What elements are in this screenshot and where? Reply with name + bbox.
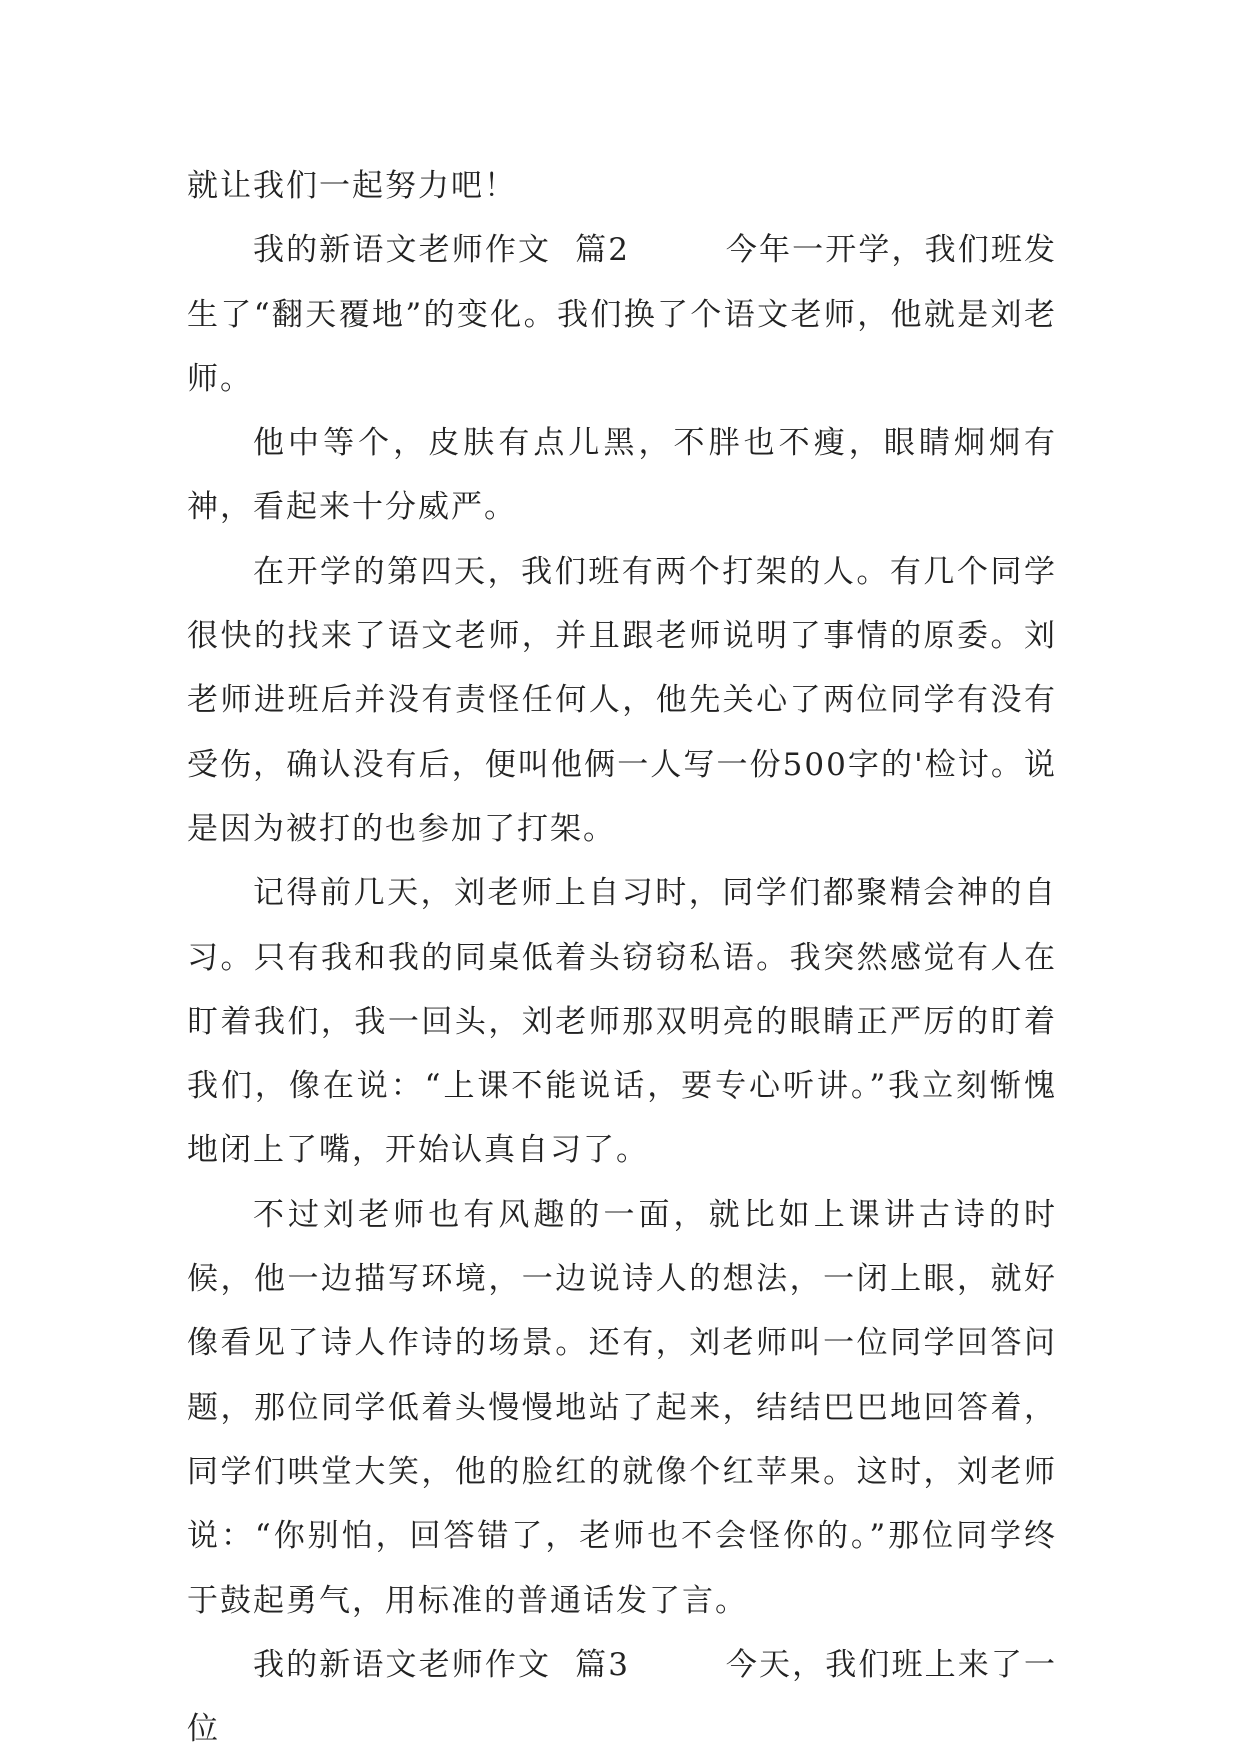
paragraph-humor: 不过刘老师也有风趣的一面，就比如上课讲古诗的时候，他一边描写环境，一边说诗人的想法，一闭上眼，就好像看见了诗人作诗的场景。还有，刘老师叫一位同学回答问题，那位同学低着头慢慢地站了起来，结结巴巴地回答着，同学们哄堂大笑，他的脸红的就像个红苹果。这时，刘老师说：“你别怕，回答错了，老师也不会怪你的。”那位同学终于鼓起勇气，用标准的普通话发了言。 bbox=[187, 1196, 1057, 1619]
paragraph-self-study: 记得前几天，刘老师上自习时，同学们都聚精会神的自习。只有我和我的同桌低着头窃窃私语。我突然感觉有人在盯着我们，我一回头，刘老师那双明亮的眼睛正严厉的盯着我们，像在说：“上课不能说话，要专心听讲。”我立刻惭愧地闭上了嘴，开始认真自习了。 bbox=[187, 875, 1057, 1169]
paragraph-fight-incident: 在开学的第四天，我们班有两个打架的人。有几个同学很快的找来了语文老师，并且跟老师说明了事情的原委。刘老师进班后并没有责怪任何人，他先关心了两位同学有没有受伤，确认没有后，便叫他俩一人写一份500字的'检讨。说是因为被打的也参加了打架。 bbox=[187, 553, 1057, 847]
paragraph-closing-line: 就让我们一起努力吧！ bbox=[187, 168, 517, 204]
document-body bbox=[187, 154, 1057, 1761]
paragraph-essay-3-intro: 我的新语文老师作文 篇3 今天，我们班上来了一位 bbox=[187, 1646, 1057, 1748]
paragraph-essay-2-intro: 我的新语文老师作文 篇2 今年一开学，我们班发生了“翻天覆地”的变化。我们换了个语文老师，他就是刘老师。 bbox=[187, 232, 1057, 397]
paragraph-appearance: 他中等个，皮肤有点儿黑，不胖也不瘦，眼睛炯炯有神，看起来十分威严。 bbox=[187, 425, 1057, 526]
